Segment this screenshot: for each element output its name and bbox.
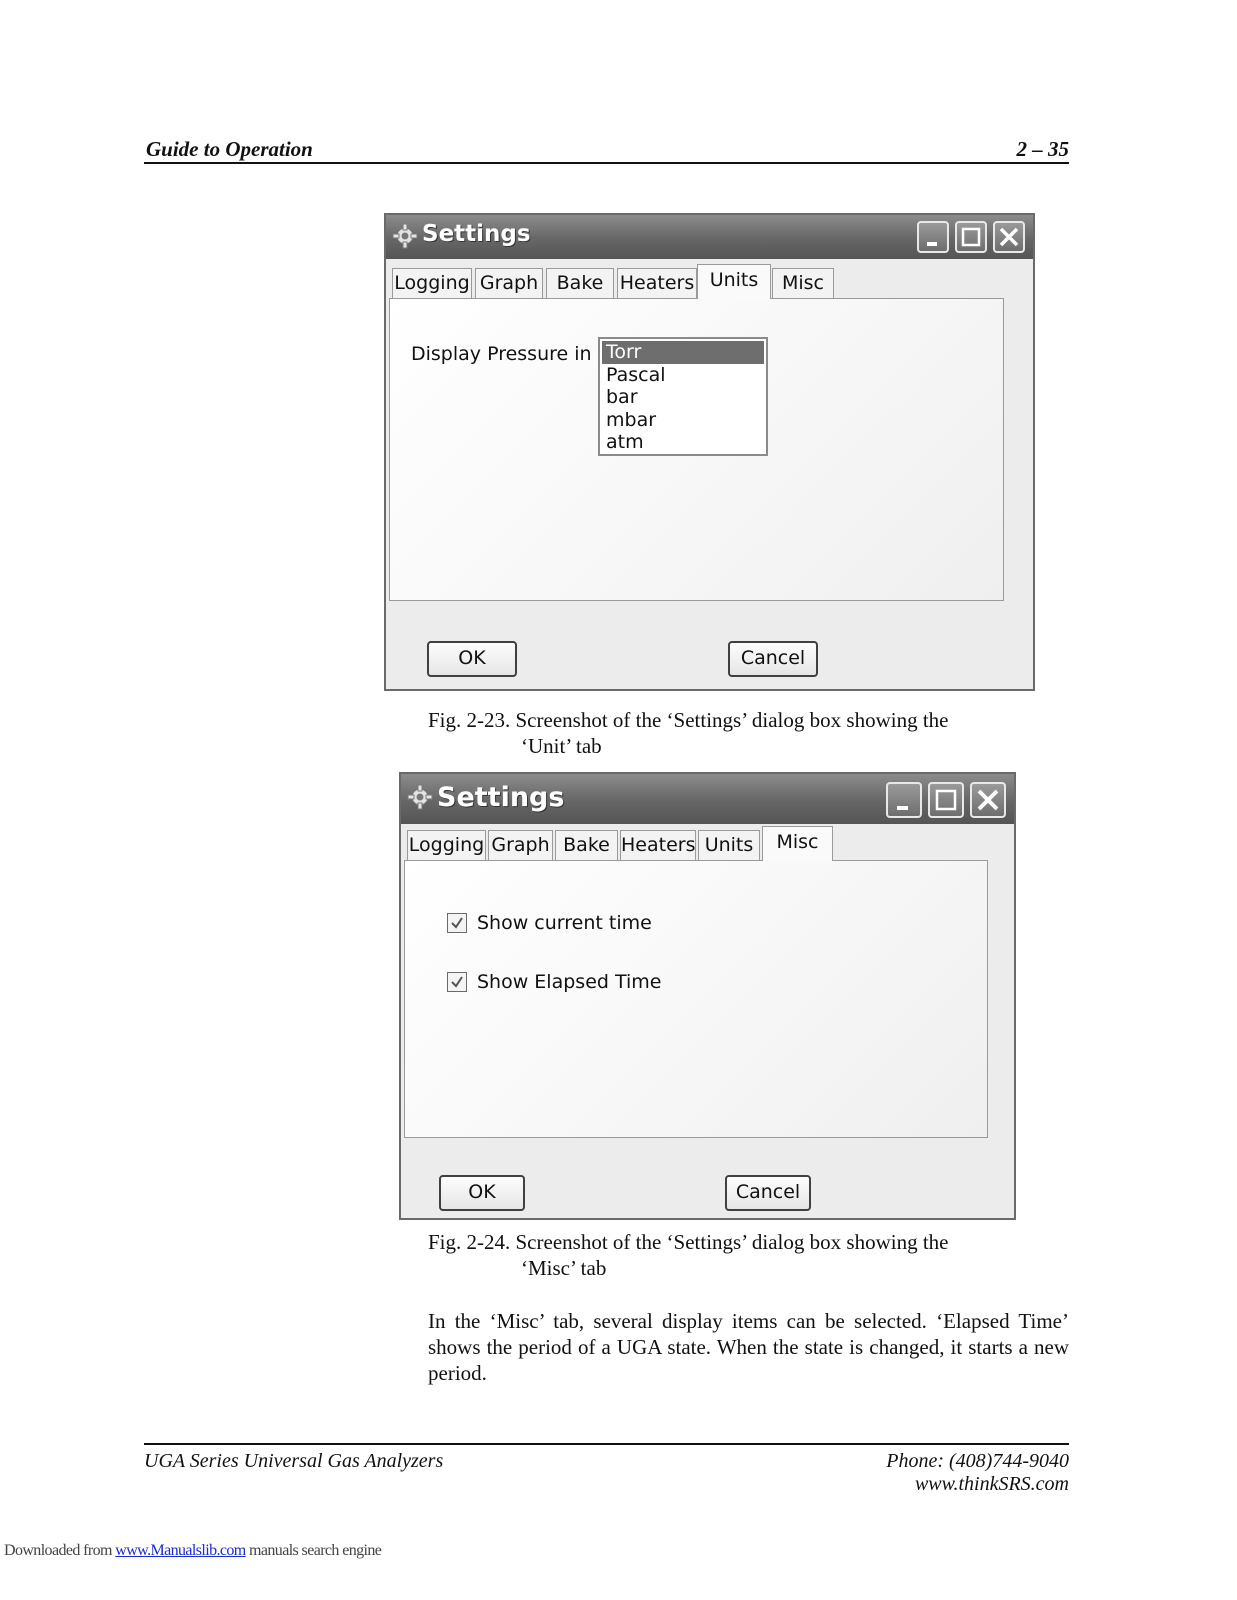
- tab-logging[interactable]: Logging: [392, 268, 472, 298]
- page-number: 2 – 35: [1016, 137, 1069, 161]
- footer-product: UGA Series Universal Gas Analyzers: [144, 1450, 444, 1472]
- title-bar: [401, 774, 1014, 824]
- tab-logging[interactable]: Logging: [407, 830, 486, 860]
- tab-bake[interactable]: Bake: [555, 830, 618, 860]
- page-header-title: Guide to Operation: [146, 137, 313, 161]
- tab-graph[interactable]: Graph: [475, 268, 543, 298]
- units-panel: [389, 298, 1004, 601]
- minimize-button[interactable]: [917, 221, 949, 253]
- close-button[interactable]: [993, 221, 1025, 253]
- checkmark-icon: [450, 916, 464, 930]
- cancel-button[interactable]: Cancel: [725, 1175, 811, 1211]
- tab-strip: [392, 264, 852, 298]
- figure-caption: [428, 707, 1068, 759]
- maximize-icon: [930, 784, 962, 816]
- download-prefix: Downloaded from: [4, 1542, 116, 1559]
- option-pascal[interactable]: Pascal: [606, 363, 666, 386]
- pressure-unit-listbox[interactable]: [598, 337, 768, 456]
- tab-misc[interactable]: Misc: [762, 826, 833, 861]
- option-atm[interactable]: atm: [606, 431, 644, 453]
- maximize-button[interactable]: [928, 782, 964, 818]
- option-mbar[interactable]: mbar: [606, 408, 657, 431]
- tab-units[interactable]: Units: [697, 264, 771, 299]
- ok-button[interactable]: OK: [439, 1175, 525, 1211]
- download-suffix: manuals search engine: [245, 1542, 382, 1559]
- checkbox[interactable]: [447, 913, 467, 933]
- tab-heaters[interactable]: Heaters: [620, 830, 696, 860]
- gear-icon: [392, 223, 418, 249]
- checkbox[interactable]: [447, 972, 467, 992]
- footer-phone: Phone: (408)744-9040: [886, 1450, 1069, 1472]
- checkbox-label: Show Elapsed Time: [477, 971, 662, 993]
- option-bar[interactable]: bar: [606, 386, 638, 408]
- tab-strip: [407, 826, 847, 860]
- manualslib-link[interactable]: www.Manualslib.com: [115, 1542, 246, 1559]
- footer-contact: [886, 1450, 1069, 1496]
- maximize-icon: [957, 223, 985, 251]
- cancel-button[interactable]: Cancel: [728, 641, 818, 677]
- gear-icon: [407, 784, 433, 810]
- tab-graph[interactable]: Graph: [488, 830, 553, 860]
- tab-heaters[interactable]: Heaters: [617, 268, 697, 298]
- option-torr[interactable]: Torr: [602, 341, 764, 364]
- tab-bake[interactable]: Bake: [546, 268, 614, 298]
- caption-line: ‘Unit’ tab: [521, 734, 602, 758]
- ok-button[interactable]: OK: [427, 641, 517, 677]
- misc-panel: [404, 860, 988, 1138]
- window-title: Settings: [422, 221, 531, 247]
- checkbox-label: Show current time: [477, 912, 652, 934]
- header-rule: [144, 162, 1069, 164]
- maximize-button[interactable]: [955, 221, 987, 253]
- figure-caption: [428, 1229, 1068, 1281]
- close-icon: [972, 784, 1004, 816]
- tab-units[interactable]: Units: [698, 830, 760, 860]
- checkmark-icon: [450, 975, 464, 989]
- minimize-icon: [888, 784, 920, 816]
- footer-rule: [144, 1443, 1069, 1445]
- minimize-icon: [919, 223, 947, 251]
- window-title: Settings: [437, 782, 565, 813]
- minimize-button[interactable]: [886, 782, 922, 818]
- tab-misc[interactable]: Misc: [772, 268, 834, 298]
- settings-window-units: [384, 213, 1035, 691]
- caption-line: Fig. 2-24. Screenshot of the ‘Settings’ dialog box showing the: [428, 1230, 949, 1254]
- close-icon: [995, 223, 1023, 251]
- caption-line: ‘Misc’ tab: [521, 1256, 607, 1280]
- settings-window-misc: [399, 772, 1016, 1220]
- caption-line: Fig. 2-23. Screenshot of the ‘Settings’ dialog box showing the: [428, 708, 949, 732]
- title-bar: [386, 215, 1033, 259]
- download-notice: [4, 1542, 381, 1560]
- display-pressure-label: Display Pressure in: [411, 343, 592, 365]
- footer-website: www.thinkSRS.com: [914, 1473, 1069, 1495]
- close-button[interactable]: [970, 782, 1006, 818]
- body-paragraph: In the ‘Misc’ tab, several display items can be selected. ‘Elapsed Time’ shows the period of a UGA state. When the state is changed, it starts a new period.: [428, 1309, 1069, 1385]
